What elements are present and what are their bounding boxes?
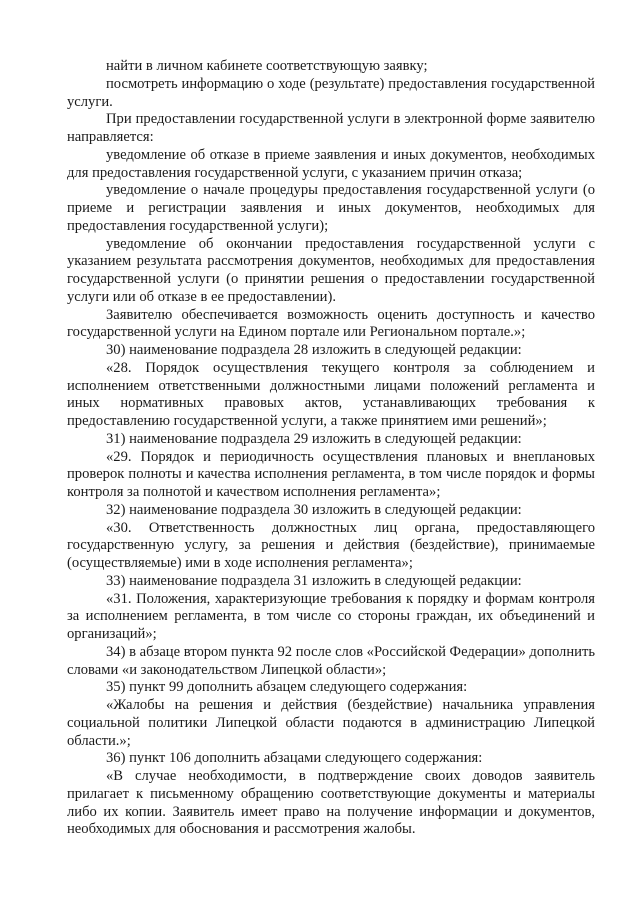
paragraph: При предоставлении государственной услуги в электронной форме заявителю направляется: [67, 111, 595, 145]
paragraph: уведомление о начале процедуры предоставления государственной услуги (о приеме и регистрации заявления и иных документов, необходимых для предоставления государственной услуги); [67, 182, 595, 234]
paragraph: «В случае необходимости, в подтверждение своих доводов заявитель прилагает к письменному обращению соответствующие документы и материалы либо их копии. Заявитель имеет право на получение информации и документов, необходимых для обоснования и рассмотрения жалобы. [67, 768, 595, 838]
paragraph: 33) наименование подраздела 31 изложить в следующей редакции: [106, 572, 522, 589]
paragraph: «29. Порядок и периодичность осуществления плановых и внеплановых проверок полноты и качества исполнения регламента, в том числе порядок и формы контроля за полнотой и качеством исполнения регламента»; [67, 448, 595, 500]
paragraph: 30) наименование подраздела 28 изложить в следующей редакции: [106, 342, 522, 358]
paragraph: Заявителю обеспечивается возможность оценить доступность и качество государственной услуги на Едином портале или Региональном портале.»; [67, 306, 595, 341]
paragraph: «Жалобы на решения и действия (бездействие) начальника управления социальной политики Липецкой области подаются в администрацию Липецкой области.»; [67, 697, 595, 749]
paragraph: «30. Ответственность должностных лиц органа, предоставляющего государственную услугу, за решения и действия (бездействие), принимаемые (осуществляемые) ими в ходе исполнения регламента»; [67, 519, 595, 571]
paragraph: 35) пункт 99 дополнить абзацем следующего содержания: [106, 679, 468, 696]
document-body [67, 58, 595, 839]
paragraph: посмотреть информацию о ходе (результате) предоставления государственной услуги. [67, 75, 595, 110]
paragraph: уведомление об окончании предоставления государственной услуги с указанием результата рассмотрения документов, необходимых для предоставления государственной услуги (о принятии решения о предоставлении государственной услуги или об отказе в ее предоставлении). [67, 235, 595, 305]
paragraph: 36) пункт 106 дополнить абзацами следующего содержания: [106, 750, 483, 767]
paragraph: уведомление об отказе в приеме заявления и иных документов, необходимых для предоставления государственной услуги, с указанием причин отказа; [67, 146, 595, 181]
paragraph: 34) в абзаце втором пункта 92 после слов «Российской Федерации» дополнить словами «и законодательством Липецкой области»; [67, 643, 595, 678]
paragraph: 32) наименование подраздела 30 изложить в следующей редакции: [106, 501, 522, 518]
paragraph: найти в личном кабинете соответствующую заявку; [106, 58, 428, 74]
paragraph: «28. Порядок осуществления текущего контроля за соблюдением и исполнением ответственными должностными лицами положений регламента и иных нормативных правовых актов, устанавливающих требования к предоставлению государственной услуги, а также принятием ими решений»; [67, 359, 595, 429]
paragraph: 31) наименование подраздела 29 изложить в следующей редакции: [106, 430, 522, 447]
paragraph: «31. Положения, характеризующие требования к порядку и формам контроля за исполнением регламента, в том числе со стороны граждан, их объединений и организаций»; [67, 590, 595, 642]
